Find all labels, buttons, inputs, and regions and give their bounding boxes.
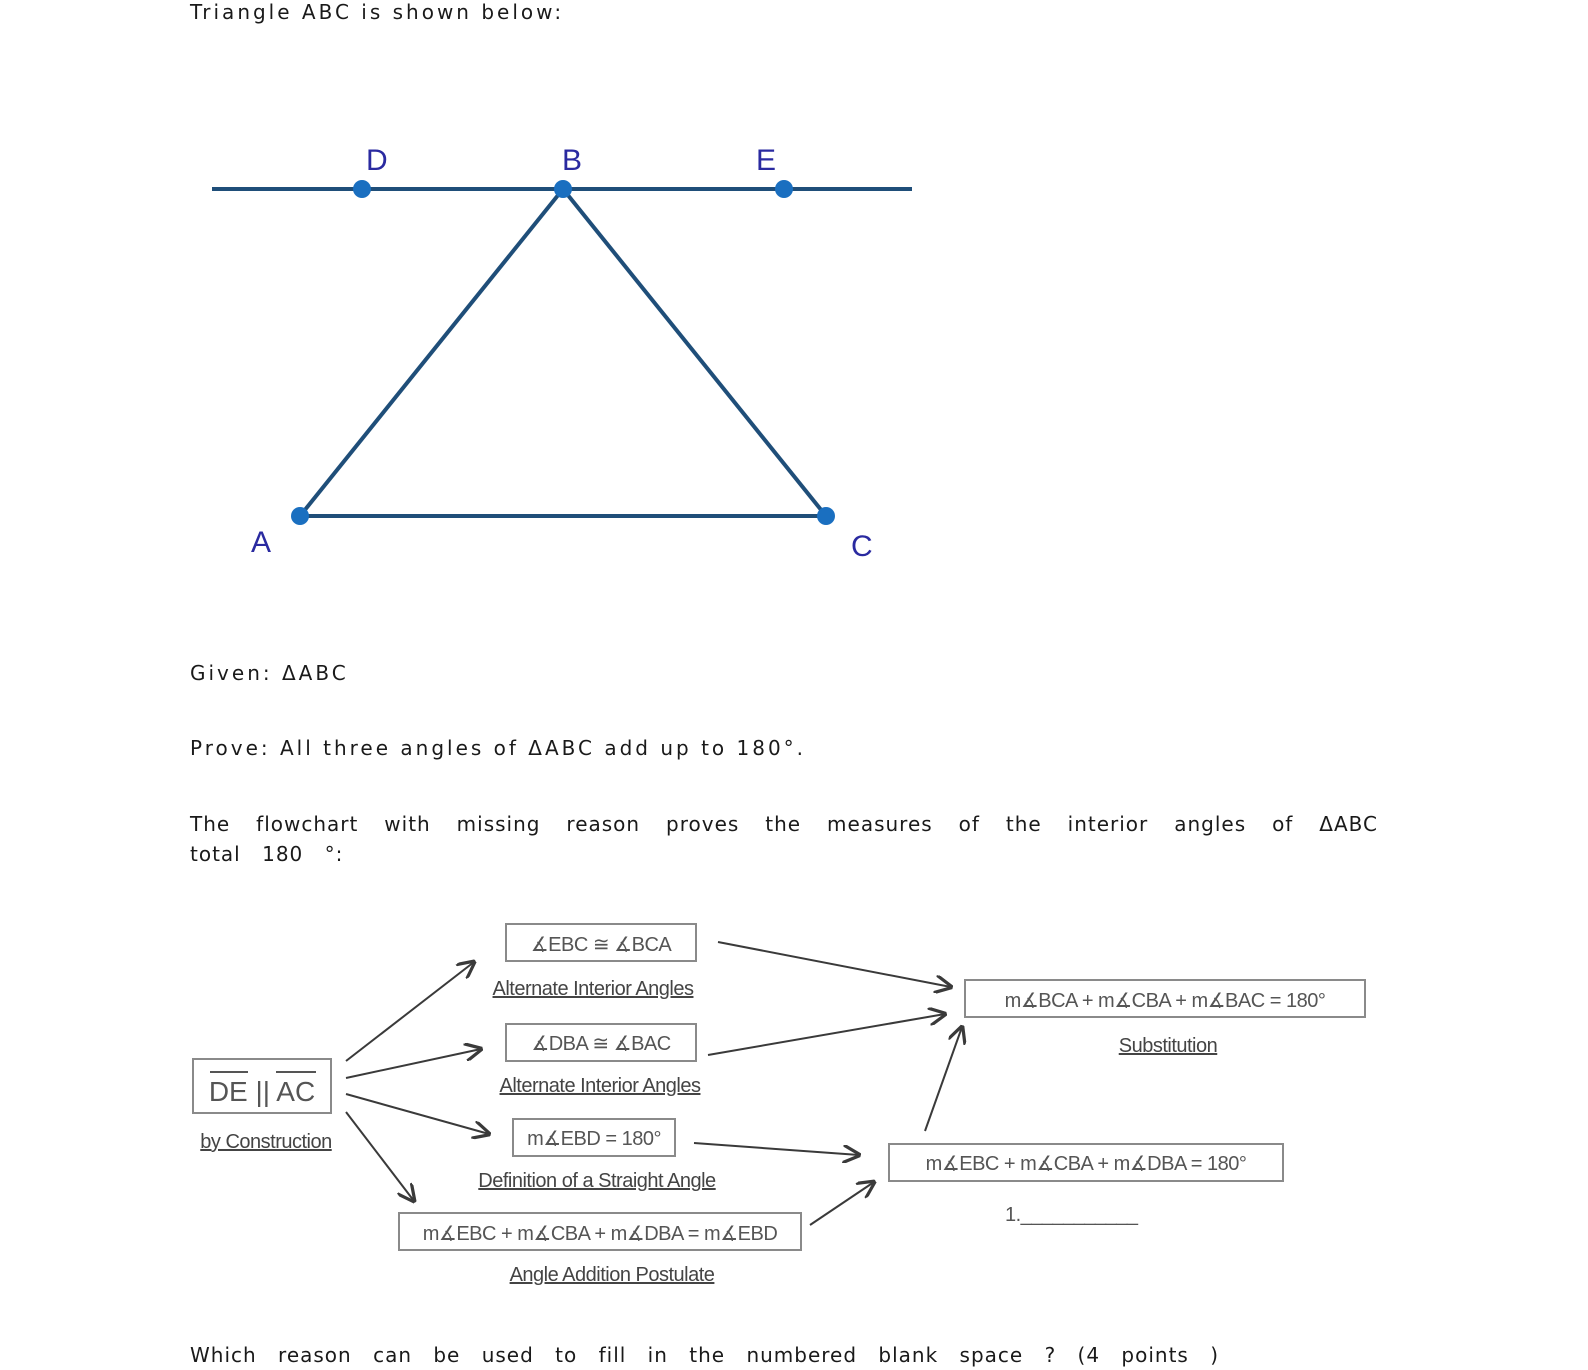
arrow-straight-to-sum	[694, 1143, 859, 1155]
label-B: B	[562, 144, 583, 177]
label-C: C	[851, 530, 873, 563]
label-D: D	[366, 144, 388, 177]
ebc-bca-reason: Alternate Interior Angles	[492, 978, 694, 1000]
question-text: Which reason can be used to fill in the numbered blank space ? (4 points )	[190, 1343, 1220, 1367]
label-E: E	[756, 144, 777, 177]
arrow-dba-to-conclusion	[708, 1014, 945, 1055]
flowchart-intro-text: The flowchart with missing reason proves the measures of the interior angles of ΔABC total 180 °:	[190, 812, 1378, 866]
given-text: Given: ΔABC	[190, 661, 349, 685]
start-reason: by Construction	[200, 1131, 332, 1153]
arrow-addition-to-sum	[810, 1182, 874, 1225]
start-statement: DE || AC	[208, 1076, 316, 1107]
angle-addition-reason: Angle Addition Postulate	[509, 1264, 715, 1286]
arrow-ebc-to-conclusion	[718, 942, 951, 987]
prove-text: Prove: All three angles of ΔABC add up to 180°.	[190, 736, 807, 760]
ebc-bca-statement: ∡EBC ≅ ∡BCA	[530, 934, 672, 956]
conclusion-statement: m∡BCA + m∡CBA + m∡BAC = 180°	[1004, 990, 1326, 1012]
straight-angle-statement: m∡EBD = 180°	[527, 1128, 661, 1150]
straight-angle-reason: Definition of a Straight Angle	[478, 1170, 716, 1192]
intro-text: Triangle ABC is shown below:	[190, 0, 565, 24]
blank-1-reason: 1.___________	[1005, 1204, 1138, 1226]
dba-bac-statement: ∡DBA ≅ ∡BAC	[531, 1033, 671, 1055]
label-A: A	[251, 526, 272, 559]
arrow-sum-to-conclusion	[925, 1027, 962, 1131]
angle-addition-statement: m∡EBC + m∡CBA + m∡DBA = m∡EBD	[422, 1223, 778, 1245]
arrow-start-to-addition	[346, 1112, 414, 1201]
conclusion-reason: Substitution	[1118, 1035, 1218, 1057]
dba-bac-reason: Alternate Interior Angles	[499, 1075, 701, 1097]
arrow-start-to-dba	[346, 1049, 481, 1078]
sum-statement: m∡EBC + m∡CBA + m∡DBA = 180°	[925, 1153, 1247, 1175]
arrow-start-to-straight	[346, 1094, 489, 1134]
arrow-start-to-ebc	[346, 962, 474, 1061]
